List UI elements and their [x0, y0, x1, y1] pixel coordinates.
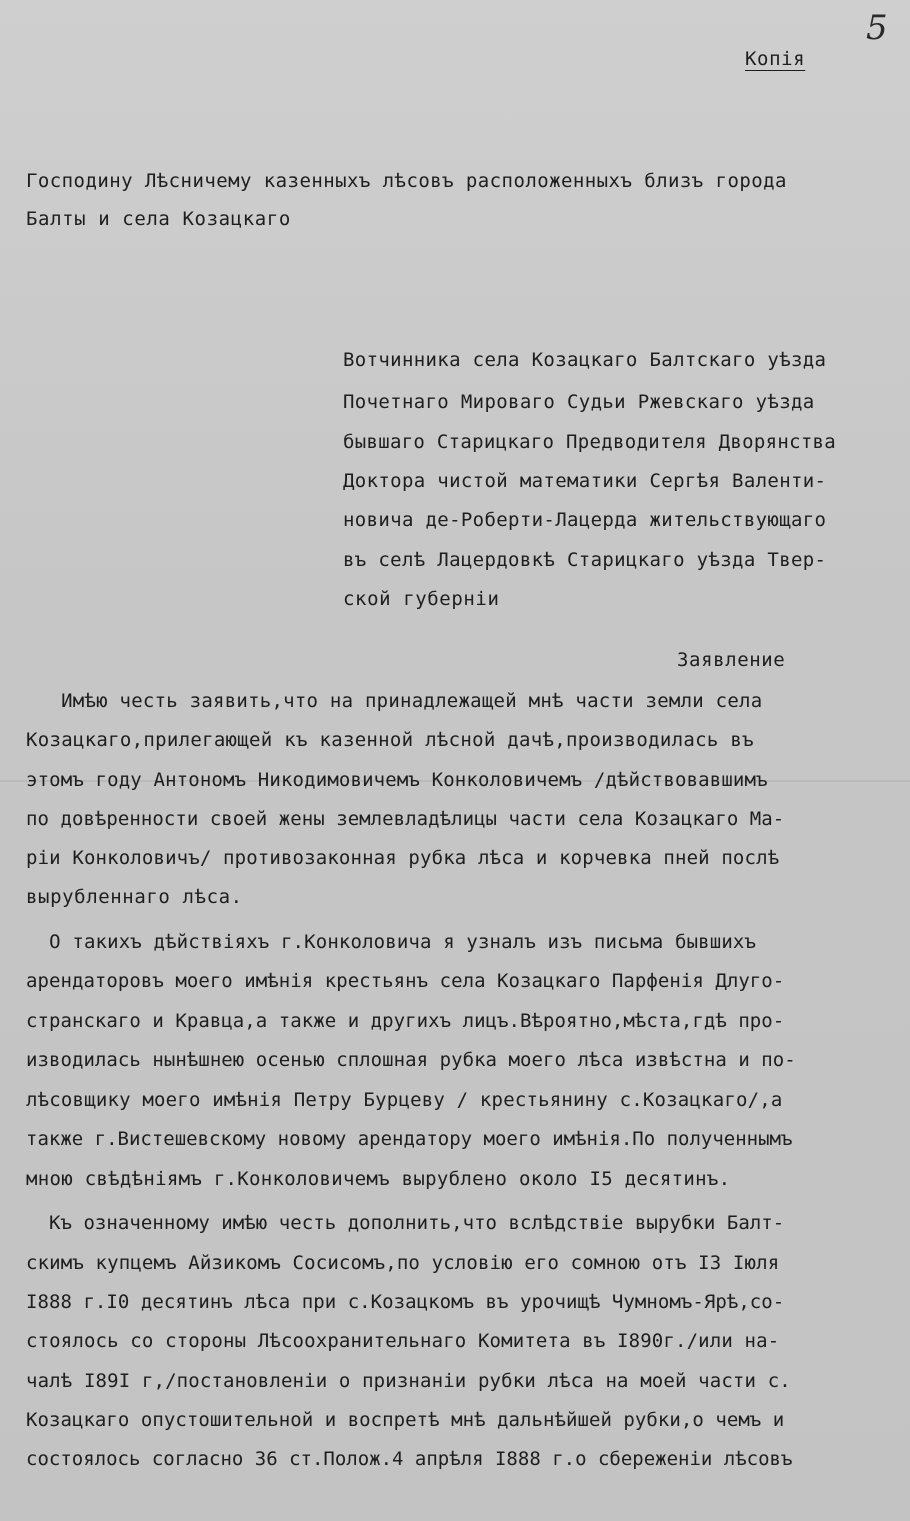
- sender-line: Почетнаго Мироваго Судьи Ржевскаго уѣзда: [343, 391, 815, 413]
- body-line: вырубленнаго лѣса.: [26, 886, 243, 908]
- body-line: по довѣренности своей жены землевладѣлицы части села Козацкаго Ма-: [26, 808, 785, 830]
- body-line: скимъ купцемъ Айзикомъ Сосисомъ,по условію его сомною отъ I3 Іюля: [26, 1252, 780, 1274]
- page-number: 5: [866, 8, 888, 48]
- body-line: Имѣю честь заявить,что на принадлежащей мнѣ части земли села: [26, 690, 763, 712]
- body-line: Козацкаго опустошительной и воспретѣ мнѣ дальнѣйшей рубки,о чемъ и: [26, 1409, 785, 1431]
- body-line: мною свѣдѣніямъ г.Конколовичемъ вырублено около I5 десятинъ.: [26, 1168, 731, 1190]
- sender-line: новича де-Роберти-Лацерда жительствующаго: [343, 509, 827, 531]
- body-line: странскаго и Кравца,а также и другихъ лицъ.Вѣроятно,мѣста,гдѣ про-: [26, 1010, 785, 1032]
- body-line: этомъ году Антономъ Никодимовичемъ Конколовичемъ /дѣйствовавшимъ: [26, 769, 768, 791]
- body-line: изводилась нынѣшнею осенью сплошная рубка моего лѣса извѣстна и по-: [26, 1049, 796, 1071]
- addressee-line: Господину Лѣсничему казенныхъ лѣсовъ расположенныхъ близъ города: [26, 170, 787, 192]
- document-title: Заявление: [677, 649, 786, 671]
- sender-line: ской губерніи: [343, 588, 500, 610]
- addressee-line: Балты и села Козацкаго: [26, 208, 291, 230]
- body-line: состоялось согласно 36 ст.Полож.4 апрѣля I888 г.о сбереженіи лѣсовъ: [26, 1448, 793, 1470]
- body-line: ріи Конколовичъ/ противозаконная рубка лѣса и корчевка пней послѣ: [26, 847, 780, 869]
- body-line: лѣсовщику моего имѣнія Петру Бурцеву / крестьянину с.Козацкаго/,а: [26, 1089, 783, 1111]
- body-line: чалѣ I89I г,/постановленіи о признаніи рубки лѣса на моей части с.: [26, 1370, 791, 1392]
- body-line: О такихъ дѣйствіяхъ г.Конколовича я узналъ изъ письма бывшихъ: [26, 931, 757, 953]
- sender-line: въ селѣ Лацердовкѣ Старицкаго уѣзда Твер-: [343, 549, 827, 571]
- body-line: стоялось со стороны Лѣсоохранительнаго Комитета въ I890г./или на-: [26, 1330, 780, 1352]
- body-line: Козацкаго,прилегающей къ казенной лѣсной дачѣ,производилась въ: [26, 729, 754, 751]
- body-line: Къ означенному имѣю честь дополнить,что вслѣдствіе вырубки Балт-: [26, 1212, 785, 1234]
- body-line: I888 г.I0 десятинъ лѣса при с.Козацкомъ въ урочищѣ Чумномъ-Ярѣ,со-: [26, 1291, 785, 1313]
- copy-mark: Копія: [745, 48, 806, 70]
- sender-line: бывшаго Старицкаго Предводителя Дворянства: [343, 431, 837, 453]
- body-line: также г.Вистешевскому новому арендатору моего имѣнія.По полученнымъ: [26, 1128, 793, 1150]
- body-line: арендаторовъ моего имѣнія крестьянъ села Козацкаго Парфенія Длуго-: [26, 970, 785, 992]
- sender-line: Доктора чистой математики Сергѣя Валенти-: [343, 470, 827, 492]
- sender-line: Вотчинника села Козацкаго Балтскаго уѣзда: [343, 349, 827, 371]
